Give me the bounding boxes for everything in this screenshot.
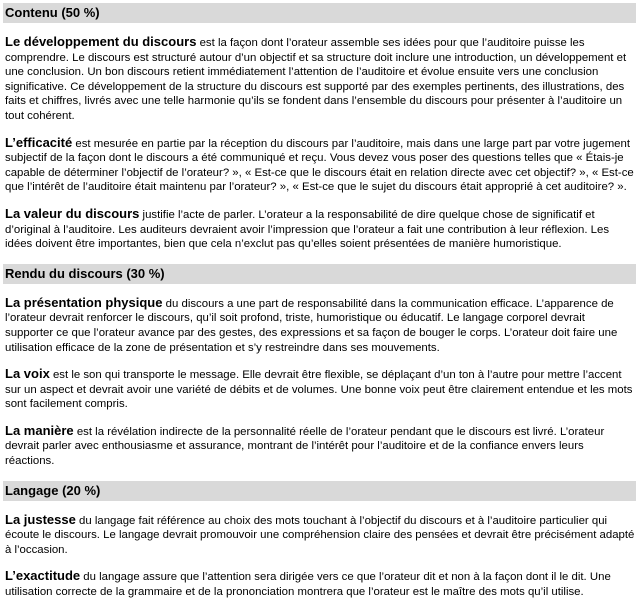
paragraph-developpement xyxy=(5,35,636,124)
section-heading-contenu: Contenu (50 %) xyxy=(3,3,636,23)
paragraph-exactitude xyxy=(5,569,636,599)
paragraph-voix xyxy=(5,367,636,412)
section-heading-rendu: Rendu du discours (30 %) xyxy=(3,264,636,284)
term-developpement: Le développement du discours xyxy=(5,34,197,49)
paragraph-text: du discours a une part de responsabilité dans la communication efficace. L’apparence de l’orateur devrait renforcer le discours, qu’il soit profond, triste, humoristique ou éducatif. Le langage corporel devrait supporter ce que l’orateur avance par des gestes, des expressions et sa façon de bouger le corps. L’orateur doit faire une utilisation efficace de la zone de présentation et s’y restreindre dans ses mouvements. xyxy=(5,297,618,354)
paragraph-text: est le son qui transporte le message. Elle devrait être flexible, se déplaçant d’un ton à l’autre pour mettre l’accent sur un aspect et devrait avoir une variété de débits et de volumes. Une bonne voix peut être clairement entendue et les mots sont facilement compris. xyxy=(5,369,633,411)
term-exactitude: L’exactitude xyxy=(5,568,81,584)
paragraph-text: est la façon dont l’orateur assemble ses idées pour que l’auditoire puisse les comprendre. Le discours est structuré autour d’un objectif et sa structure doit inclure une introduction, un développement et une conclusion. Un bon discours retient immédiatement l’attention de l’auditoire et évolue ensuite vers une conclusion significative. Ce développement de la structure du discours est supporté par des exemples pertinents, des illustrations, des faits et chiffres, livrés avec une telle harmonie qu’ils se fondent dans l’ensemble du discours pour présenter à l’auditoire un tout cohérent. xyxy=(5,37,627,122)
document-page xyxy=(3,3,636,612)
term-maniere: La manière xyxy=(5,422,74,438)
paragraph-text: du langage assure que l’attention sera dirigée vers ce que l’orateur dit et non à la façon dont il le dit. Une utilisation correcte de la grammaire et de la prononciation montrera que l’orateur est le maître des mots qu’il utilise. xyxy=(5,571,611,599)
term-voix: La voix xyxy=(5,366,50,382)
term-valeur: La valeur du discours xyxy=(5,205,140,221)
paragraph-efficacite xyxy=(5,136,636,195)
paragraph-text: est mesurée en partie par la réception du discours par l’auditoire, mais dans une large part par votre jugement subjectif de la façon dont le discours a été communiqué et reçu. Vous devez vous poser des questions telles que « Étais-je capable de déterminer l’objectif de l’orateur? », « Est-ce que le discours était en relation directe avec cet objectif? », « Est-ce que l’intérêt de l’auditoire était maintenu par l’orateur? », « Est-ce que le sujet du discours était approprié à cet auditoire? ». xyxy=(5,137,634,194)
term-presentation: La présentation physique xyxy=(5,294,163,310)
paragraph-maniere xyxy=(5,424,636,469)
paragraph-text: du langage fait référence au choix des mots touchant à l’objectif du discours et à l’auditoire particulier qui écoute le discours. Le langage devrait promouvoir une compréhension claire des pensées et devrait être précisément adapté à l’occasion. xyxy=(5,514,635,556)
paragraph-presentation xyxy=(5,296,636,355)
section-heading-langage: Langage (20 %) xyxy=(3,481,636,501)
paragraph-valeur xyxy=(5,207,636,252)
paragraph-justesse xyxy=(5,513,636,558)
paragraph-text: justifie l’acte de parler. L’orateur a la responsabilité de dire quelque chose de significatif et d’original à l’auditoire. Les auditeurs devraient avoir l’impression que l’orateur a fait une contribution à leur réflexion. Les idées doivent être importantes, bien que cela n’exclut pas qu’elles soient présentées de manière humoristique. xyxy=(5,208,610,251)
term-efficacite: L’efficacité xyxy=(5,134,73,150)
term-justesse: La justesse xyxy=(5,511,76,527)
paragraph-text: est la révélation indirecte de la personnalité réelle de l’orateur pendant que le discours est livré. L’orateur devrait parler avec enthousiasme et assurance, montrant de l’intérêt pour l’auditoire et de la confiance envers leurs réactions. xyxy=(5,425,605,468)
